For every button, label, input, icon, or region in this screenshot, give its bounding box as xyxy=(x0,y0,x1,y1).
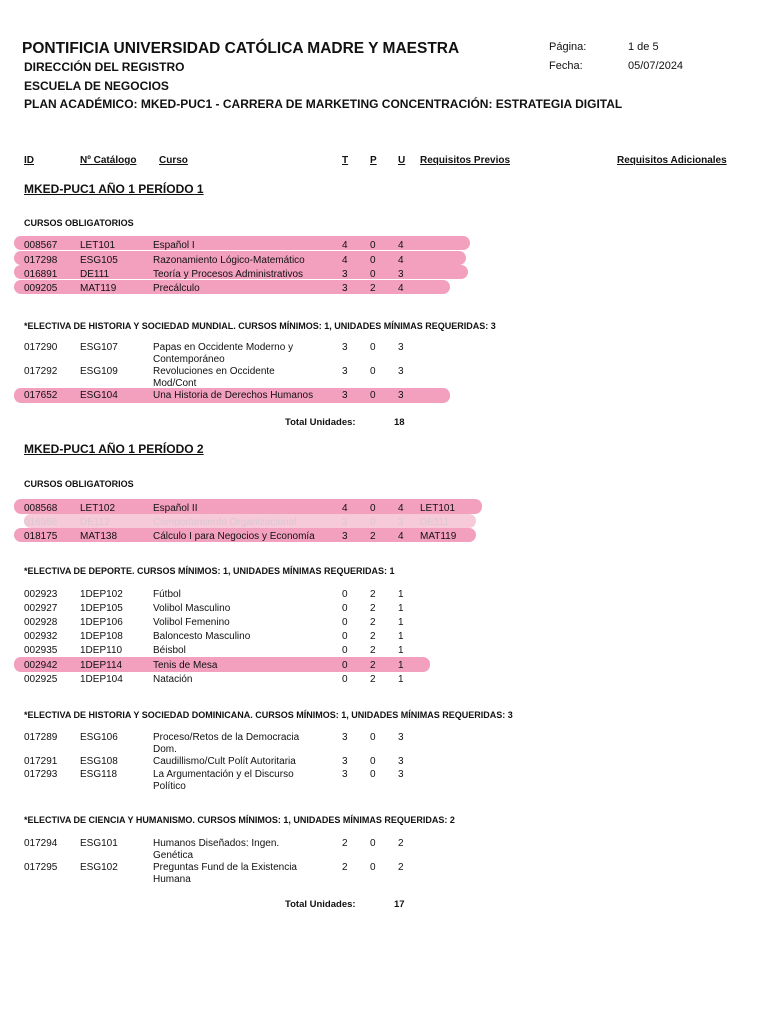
course-id: 017290 xyxy=(24,342,58,353)
page-value: 1 de 5 xyxy=(628,41,659,53)
catalog-number: LET102 xyxy=(80,503,116,514)
practice-units: 0 xyxy=(370,240,376,251)
practice-units: 2 xyxy=(370,531,376,542)
theory-units: 0 xyxy=(342,631,348,642)
catalog-number: ESG107 xyxy=(80,342,118,353)
date-value: 05/07/2024 xyxy=(628,60,684,72)
catalog-number: 1DEP106 xyxy=(80,617,123,628)
credit-units: 3 xyxy=(398,342,404,353)
practice-units: 0 xyxy=(370,366,376,377)
practice-units: 0 xyxy=(370,838,376,849)
catalog-number: ESG109 xyxy=(80,366,118,377)
institution-name: PONTIFICIA UNIVERSIDAD CATÓLICA MADRE Y MAESTRA xyxy=(22,40,460,57)
period1-mandatory-label: CURSOS OBLIGATORIOS xyxy=(24,218,134,228)
catalog-number: LET101 xyxy=(80,240,116,251)
course-name: Humanos Diseñados: Ingen. Genética xyxy=(153,838,280,861)
course-id: 018175 xyxy=(24,531,58,542)
col-course: Curso xyxy=(159,155,188,166)
theory-units: 0 xyxy=(342,603,348,614)
catalog-number: 1DEP114 xyxy=(80,660,123,671)
practice-units: 2 xyxy=(370,603,376,614)
theory-units: 0 xyxy=(342,617,348,628)
catalog-number: MAT119 xyxy=(80,283,117,294)
period1-title: MKED-PUC1 AÑO 1 PERÍODO 1 xyxy=(24,182,204,196)
col-additional: Requisitos Adicionales xyxy=(617,155,727,166)
theory-units: 3 xyxy=(342,342,348,353)
col-catalog: Nº Catálogo xyxy=(80,155,137,166)
course-id: 009205 xyxy=(24,283,58,294)
theory-units: 0 xyxy=(342,645,348,656)
theory-units: 3 xyxy=(342,390,348,401)
course-id: 002923 xyxy=(24,589,58,600)
school-name: ESCUELA DE NEGOCIOS xyxy=(24,79,169,93)
course-id: 016958 xyxy=(24,517,58,528)
course-id: 017652 xyxy=(24,390,58,401)
practice-units: 0 xyxy=(370,769,376,780)
col-t: T xyxy=(342,155,349,166)
course-name: Razonamiento Lógico-Matemático xyxy=(153,255,305,266)
course-name: Español I xyxy=(153,240,195,251)
catalog-number: ESG101 xyxy=(80,838,118,849)
course-id: 016891 xyxy=(24,269,58,280)
practice-units: 2 xyxy=(370,617,376,628)
credit-units: 3 xyxy=(398,756,404,767)
course-name: Volibol Masculino xyxy=(153,603,231,614)
period1-total-value: 18 xyxy=(394,417,405,428)
period2-total-value: 17 xyxy=(394,899,405,910)
catalog-number: 1DEP110 xyxy=(80,645,123,656)
credit-units: 1 xyxy=(398,603,404,614)
credit-units: 2 xyxy=(398,838,404,849)
course-name: Fútbol xyxy=(153,589,181,600)
theory-units: 3 xyxy=(342,366,348,377)
prerequisite: LET101 xyxy=(420,503,456,514)
practice-units: 2 xyxy=(370,674,376,685)
period2-total-label: Total Unidades: xyxy=(285,899,356,910)
theory-units: 3 xyxy=(342,517,348,528)
catalog-number: DE112 xyxy=(80,517,110,528)
practice-units: 0 xyxy=(370,756,376,767)
practice-units: 0 xyxy=(370,517,376,528)
credit-units: 1 xyxy=(398,645,404,656)
credit-units: 4 xyxy=(398,255,404,266)
theory-units: 3 xyxy=(342,769,348,780)
theory-units: 4 xyxy=(342,503,348,514)
theory-units: 4 xyxy=(342,240,348,251)
practice-units: 2 xyxy=(370,283,376,294)
plan-title: PLAN ACADÉMICO: MKED-PUC1 - CARRERA DE MARKETING CONCENTRACIÓN: ESTRATEGIA DIGITAL xyxy=(24,97,623,111)
catalog-number: 1DEP108 xyxy=(80,631,123,642)
practice-units: 0 xyxy=(370,342,376,353)
credit-units: 4 xyxy=(398,531,404,542)
theory-units: 3 xyxy=(342,531,348,542)
catalog-number: ESG104 xyxy=(80,390,118,401)
catalog-number: DE111 xyxy=(80,269,110,280)
credit-units: 2 xyxy=(398,862,404,873)
page-label: Página: xyxy=(549,41,587,53)
course-name: Teoría y Procesos Administrativos xyxy=(153,269,304,280)
course-id: 008567 xyxy=(24,240,58,251)
theory-units: 3 xyxy=(342,756,348,767)
practice-units: 2 xyxy=(370,645,376,656)
credit-units: 4 xyxy=(398,503,404,514)
course-id: 017292 xyxy=(24,366,58,377)
course-name: Volibol Femenino xyxy=(153,617,230,628)
course-id: 017294 xyxy=(24,838,58,849)
period2-sport-label: *ELECTIVA DE DEPORTE. CURSOS MÍNIMOS: 1, UNIDADES MÍNIMAS REQUERIDAS: 1 xyxy=(24,566,395,576)
credit-units: 1 xyxy=(398,660,404,671)
course-name: Caudillismo/Cult Polít Autoritaria xyxy=(153,756,296,767)
course-name: Precálculo xyxy=(153,283,200,294)
course-name: Tenis de Mesa xyxy=(153,660,218,671)
course-id: 017293 xyxy=(24,769,58,780)
credit-units: 1 xyxy=(398,674,404,685)
course-name: La Argumentación y el Discurso Político xyxy=(153,769,294,792)
col-u: U xyxy=(398,155,406,166)
practice-units: 0 xyxy=(370,269,376,280)
course-id: 002942 xyxy=(24,660,58,671)
course-id: 002925 xyxy=(24,674,58,685)
course-id: 017291 xyxy=(24,756,58,767)
practice-units: 2 xyxy=(370,660,376,671)
theory-units: 2 xyxy=(342,838,348,849)
theory-units: 3 xyxy=(342,732,348,743)
prerequisite: DE111 xyxy=(420,517,450,528)
course-id: 017295 xyxy=(24,862,58,873)
credit-units: 3 xyxy=(398,732,404,743)
credit-units: 4 xyxy=(398,240,404,251)
course-name: Cálculo I para Negocios y Economía xyxy=(153,531,315,542)
period2-mandatory-label: CURSOS OBLIGATORIOS xyxy=(24,479,134,489)
theory-units: 3 xyxy=(342,269,348,280)
credit-units: 1 xyxy=(398,617,404,628)
course-name: Baloncesto Masculino xyxy=(153,631,251,642)
theory-units: 4 xyxy=(342,255,348,266)
credit-units: 1 xyxy=(398,589,404,600)
department-name: DIRECCIÓN DEL REGISTRO xyxy=(24,60,185,74)
course-name: Comportamiento Organizacional xyxy=(153,517,297,528)
course-id: 002935 xyxy=(24,645,58,656)
catalog-number: ESG106 xyxy=(80,732,118,743)
catalog-number: ESG105 xyxy=(80,255,118,266)
catalog-number: ESG102 xyxy=(80,862,118,873)
course-name: Natación xyxy=(153,674,193,685)
credit-units: 3 xyxy=(398,366,404,377)
col-prereq: Requisitos Previos xyxy=(420,155,511,166)
course-id: 002932 xyxy=(24,631,58,642)
theory-units: 0 xyxy=(342,660,348,671)
theory-units: 0 xyxy=(342,589,348,600)
practice-units: 2 xyxy=(370,631,376,642)
practice-units: 0 xyxy=(370,255,376,266)
credit-units: 3 xyxy=(398,390,404,401)
course-id: 017298 xyxy=(24,255,58,266)
date-label: Fecha: xyxy=(549,60,583,72)
course-name: Proceso/Retos de la Democracia Dom. xyxy=(153,732,300,755)
period2-title: MKED-PUC1 AÑO 1 PERÍODO 2 xyxy=(24,442,204,456)
period2-dom-label: *ELECTIVA DE HISTORIA Y SOCIEDAD DOMINICANA. CURSOS MÍNIMOS: 1, UNIDADES MÍNIMAS REQUERIDAS: 3 xyxy=(24,710,513,720)
catalog-number: 1DEP105 xyxy=(80,603,123,614)
practice-units: 0 xyxy=(370,732,376,743)
theory-units: 0 xyxy=(342,674,348,685)
practice-units: 0 xyxy=(370,862,376,873)
col-p: P xyxy=(370,155,377,166)
prerequisite: MAT119 xyxy=(420,531,457,542)
catalog-number: 1DEP102 xyxy=(80,589,123,600)
credit-units: 1 xyxy=(398,631,404,642)
course-name: Preguntas Fund de la Existencia Humana xyxy=(153,862,297,885)
catalog-number: ESG118 xyxy=(80,769,118,780)
period1-total-label: Total Unidades: xyxy=(285,417,356,428)
course-id: 008568 xyxy=(24,503,58,514)
practice-units: 0 xyxy=(370,390,376,401)
period2-sci-label: *ELECTIVA DE CIENCIA Y HUMANISMO. CURSOS MÍNIMOS: 1, UNIDADES MÍNIMAS REQUERIDAS: 2 xyxy=(24,815,455,825)
course-name: Español II xyxy=(153,503,198,514)
course-name: Papas en Occidente Moderno y Contemporáneo xyxy=(153,342,294,365)
period1-elective-label: *ELECTIVA DE HISTORIA Y SOCIEDAD MUNDIAL. CURSOS MÍNIMOS: 1, UNIDADES MÍNIMAS REQUERIDAS: 3 xyxy=(24,321,496,331)
course-id: 002927 xyxy=(24,603,58,614)
course-name: Revoluciones en Occidente Mod/Cont xyxy=(153,366,275,389)
catalog-number: 1DEP104 xyxy=(80,674,123,685)
credit-units: 3 xyxy=(398,769,404,780)
course-id: 002928 xyxy=(24,617,58,628)
col-id: ID xyxy=(24,155,34,166)
practice-units: 0 xyxy=(370,503,376,514)
catalog-number: MAT138 xyxy=(80,531,118,542)
course-name: Una Historia de Derechos Humanos xyxy=(153,390,314,401)
course-id: 017289 xyxy=(24,732,58,743)
credit-units: 3 xyxy=(398,517,404,528)
practice-units: 2 xyxy=(370,589,376,600)
theory-units: 2 xyxy=(342,862,348,873)
course-name: Béisbol xyxy=(153,645,186,656)
theory-units: 3 xyxy=(342,283,348,294)
credit-units: 3 xyxy=(398,269,404,280)
catalog-number: ESG108 xyxy=(80,756,118,767)
credit-units: 4 xyxy=(398,283,404,294)
